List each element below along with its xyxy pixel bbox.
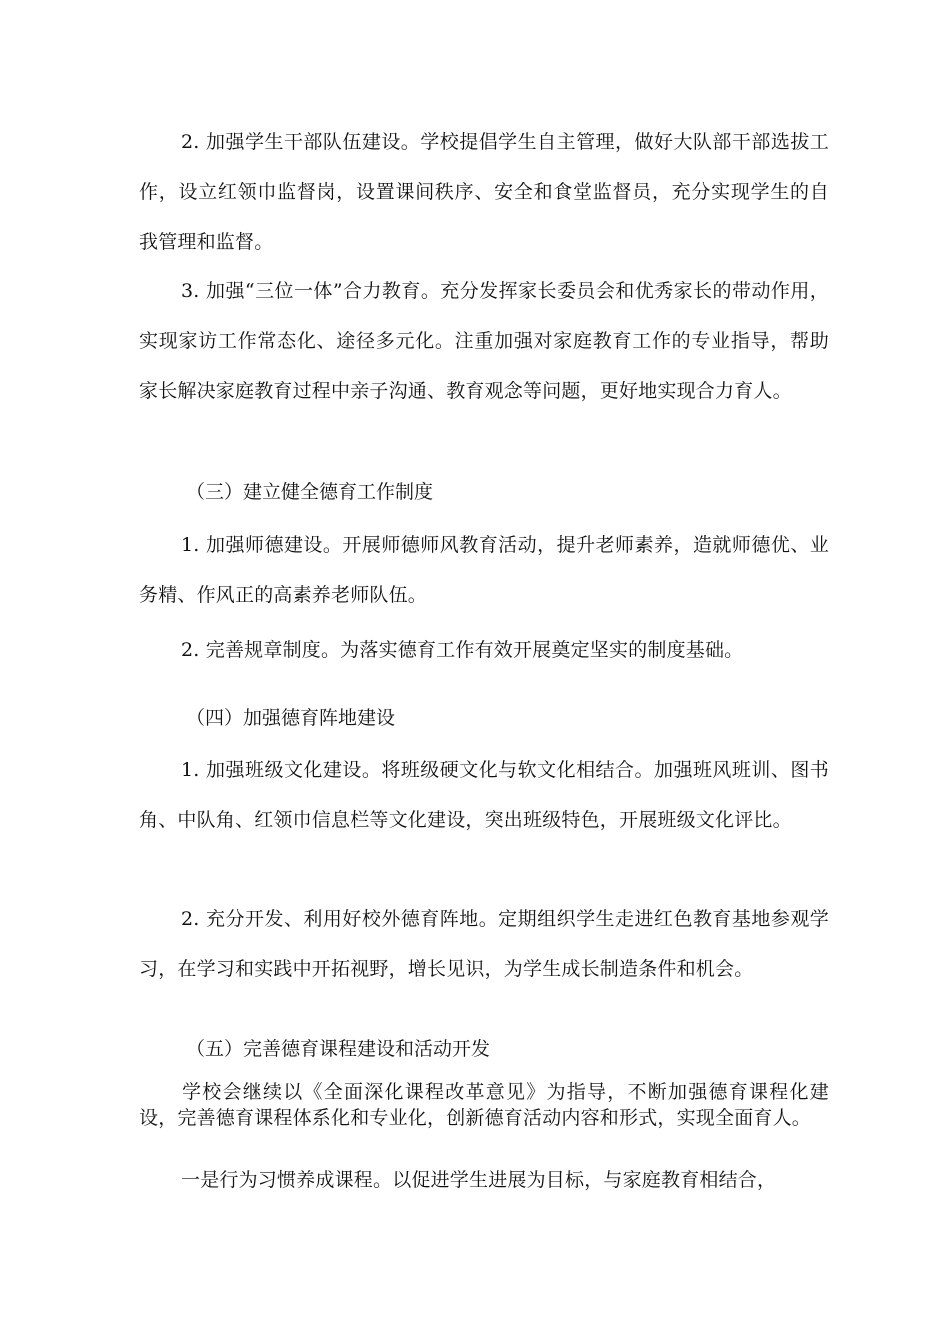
- section-heading-five: （五）完善德育课程建设和活动开发: [186, 1038, 491, 1060]
- paragraph-text: 1. 加强师德建设。开展师德师风教育活动，提升老师素养，造就师德优、业务精、作风正的高素养老师队伍。: [139, 534, 829, 606]
- paragraph-teacher-ethics: [139, 520, 829, 620]
- paragraph-rules: [139, 625, 829, 675]
- section-heading-three: （三）建立健全德育工作制度: [186, 481, 434, 503]
- paragraph-text: 2. 加强学生干部队伍建设。学校提倡学生自主管理，做好大队部干部选拔工作，设立红领巾监督岗，设置课间秩序、安全和食堂监督员，充分实现学生的自我管理和监督。: [139, 131, 829, 253]
- paragraph-curriculum: [139, 1079, 829, 1131]
- paragraph-text: 1. 加强班级文化建设。将班级硬文化与软文化相结合。加强班风班训、图书角、中队角、红领巾信息栏等文化建设，突出班级特色，开展班级文化评比。: [139, 759, 829, 831]
- paragraph-text: 学校会继续以《全面深化课程改革意见》为指导，不断加强德育课程化建设，完善德育课程体系化和专业化，创新德育活动内容和形式，实现全面育人。: [139, 1081, 829, 1129]
- paragraph-text: 3. 加强“三位一体”合力教育。充分发挥家长委员会和优秀家长的带动作用，实现家访工作常态化、途径多元化。注重加强对家庭教育工作的专业指导，帮助家长解决家庭教育过程中亲子沟通、教育观念等问题，更好地实现合力育人。: [139, 280, 829, 402]
- paragraph-three-in-one: [139, 266, 829, 416]
- paragraph-class-culture: [139, 745, 829, 845]
- section-heading-four: （四）加强德育阵地建设: [186, 707, 396, 729]
- paragraph-outside-base: [139, 894, 829, 994]
- paragraph-cadre-team: [139, 117, 829, 267]
- paragraph-text: 2. 充分开发、利用好校外德育阵地。定期组织学生走进红色教育基地参观学习，在学习和实践中开拓视野，增长见识，为学生成长制造条件和机会。: [139, 908, 829, 980]
- paragraph-habit-course: [139, 1155, 829, 1205]
- paragraph-text: 一是行为习惯养成课程。以促进学生进展为目标，与家庭教育相结合，: [181, 1169, 777, 1191]
- paragraph-text: 2. 完善规章制度。为落实德育工作有效开展奠定坚实的制度基础。: [181, 639, 744, 661]
